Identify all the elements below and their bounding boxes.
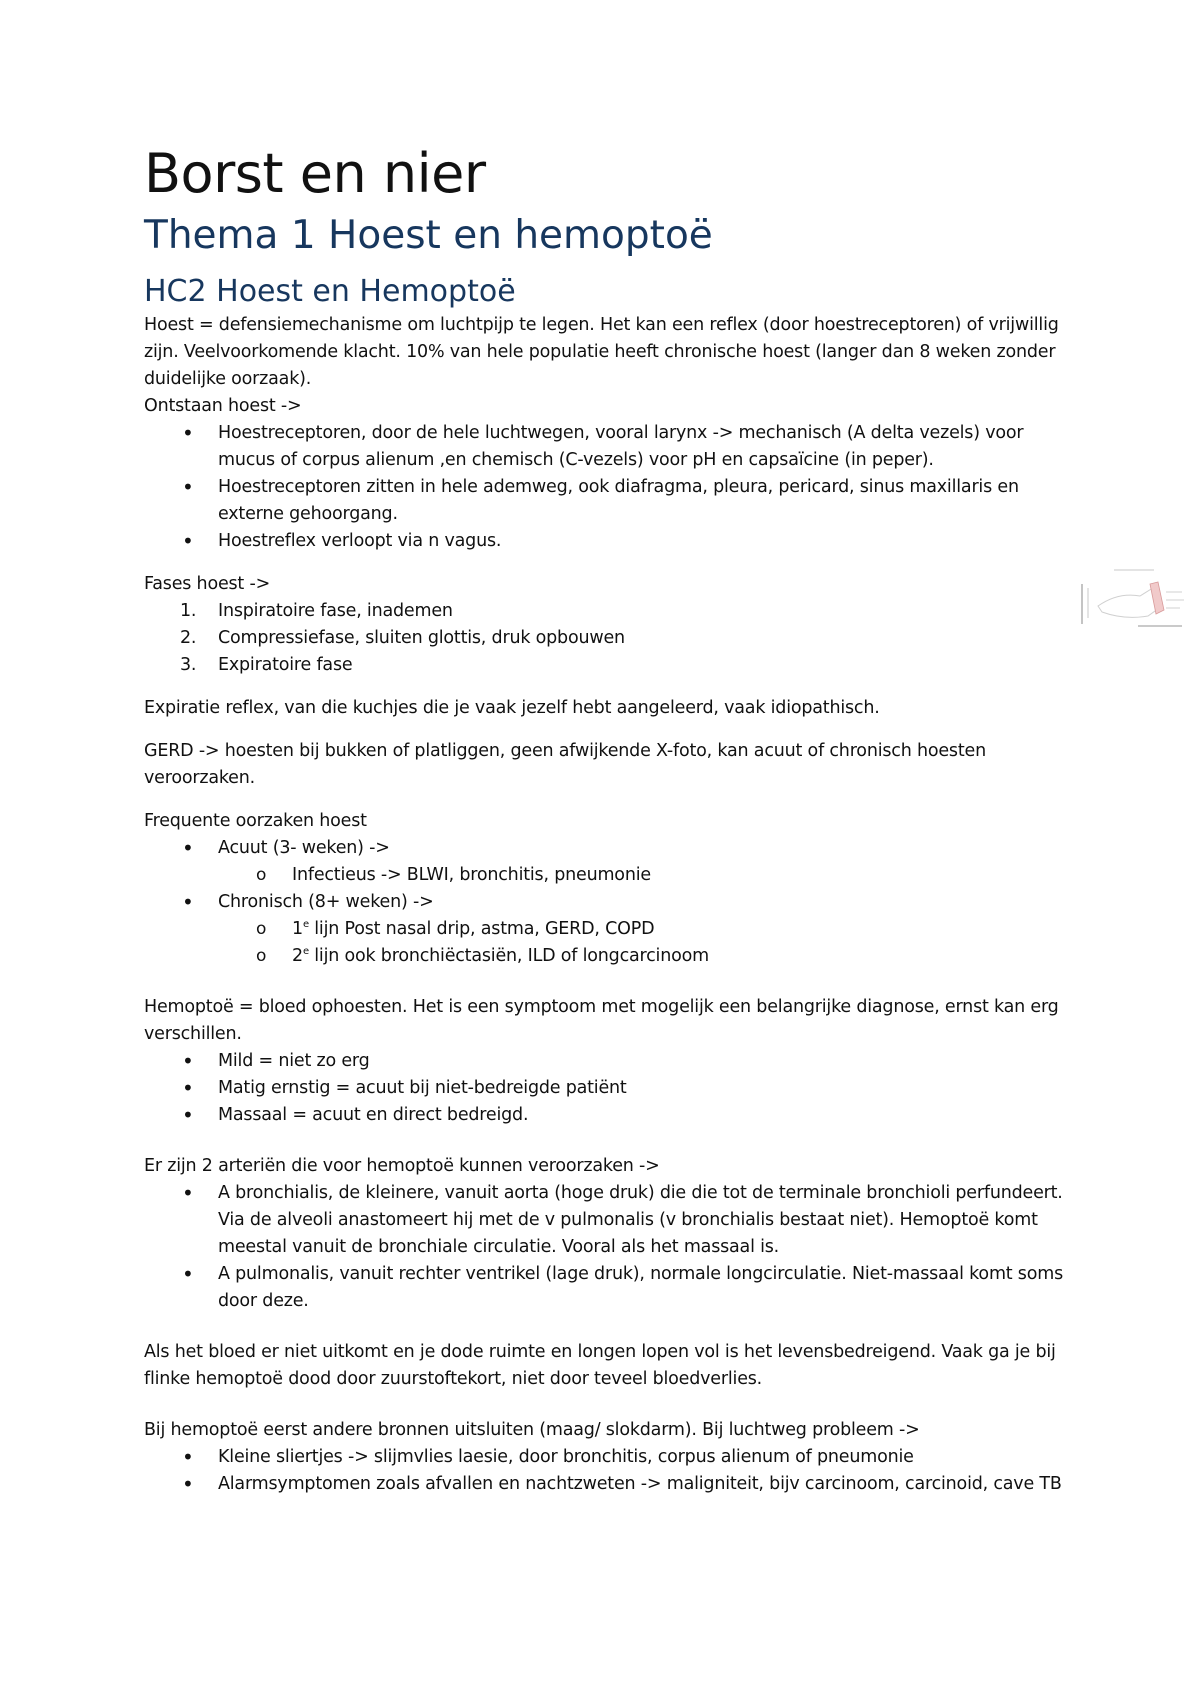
bullet-icon: [182, 528, 212, 557]
section-heading: HC2 Hoest en Hemoptoë: [144, 274, 516, 309]
bronnen-label: Bij hemoptoë eerst andere bronnen uitsluiten (maag/ slokdarm). Bij luchtweg probleem ->: [144, 1420, 920, 1440]
ontstaan-label: Ontstaan hoest ->: [144, 396, 302, 416]
list-item: • Kleine sliertjes -> slijmvlies laesie, door bronchitis, corpus alienum of pneumonie: [144, 1444, 1064, 1471]
list-item: • Mild = niet zo erg: [144, 1048, 1064, 1075]
arterien-label: Er zijn 2 arteriën die voor hemoptoë kunnen veroorzaken ->: [144, 1156, 660, 1176]
list-item: • Matig ernstig = acuut bij niet-bedreigde patiënt: [144, 1075, 1064, 1102]
fases-label: Fases hoest ->: [144, 574, 271, 594]
list-item: • Hoestreflex verloopt via n vagus.: [144, 528, 1064, 555]
list-item: • Alarmsymptomen zoals afvallen en nachtzweten -> maligniteit, bijv carcinoom, carcinoid, cave TB: [144, 1471, 1064, 1498]
bullet-icon: [182, 474, 212, 503]
frequente-label: Frequente oorzaken hoest: [144, 811, 367, 831]
bullet-icon: [182, 1048, 212, 1077]
list-item: • A bronchialis, de kleinere, vanuit aorta (hoge druk) die die tot de terminale bronchioli perfundeert. Via de alveoli anastomeert hij met de v pulmonalis (v bronchialis bestaat niet). Hemoptoë komt meestal vanuit de bronchiale circulatie. Vooral als het massaal is.: [144, 1180, 1064, 1261]
gerd-paragraph: GERD -> hoesten bij bukken of platliggen, geen afwijkende X-foto, kan acuut of chronisch hoesten veroorzaken.: [144, 741, 986, 788]
list-item: o 1e lijn Post nasal drip, astma, GERD, COPD: [256, 919, 655, 939]
thema-heading: Thema 1 Hoest en hemoptoë: [144, 213, 713, 258]
expiratie-paragraph: Expiratie reflex, van die kuchjes die je vaak jezelf hebt aangeleerd, vaak idiopathisch.: [144, 698, 880, 718]
bullet-icon: [182, 1075, 212, 1104]
hemoptoe-list: [144, 1048, 1064, 1129]
list-item: • Hoestreceptoren zitten in hele ademweg, ook diafragma, pleura, pericard, sinus maxillaris en externe gehoorgang.: [144, 474, 1064, 528]
list-item: 3. Expiratoire fase: [180, 655, 353, 675]
bullet-icon: [182, 1102, 212, 1131]
document-content: [144, 140, 1064, 1498]
list-item: o 2e lijn ook bronchiëctasiën, ILD of longcarcinoom: [256, 946, 709, 966]
chronisch-sublist: [144, 916, 1064, 970]
bullet-icon: [182, 1180, 212, 1209]
levensbedreigend-paragraph: Als het bloed er niet uitkomt en je dode ruimte en longen lopen vol is het levensbedreigend. Vaak ga je bij flinke hemoptoë dood door zuurstoftekort, niet door teveel bloedverlies.: [144, 1342, 1056, 1389]
bronnen-list: [144, 1444, 1064, 1498]
list-item: o Infectieus -> BLWI, bronchitis, pneumonie: [256, 865, 651, 885]
bullet-icon: [182, 889, 212, 918]
bullet-icon: [182, 420, 212, 449]
ontstaan-list: [144, 420, 1064, 555]
list-item: • Hoestreceptoren, door de hele luchtwegen, vooral larynx -> mechanisch (A delta vezels) voor mucus of corpus alienum ,en chemisch (C-vezels) voor pH en capsaïcine (in peper).: [144, 420, 1064, 474]
anatomy-thumbnail-image: [1078, 566, 1186, 630]
bullet-icon: [182, 1261, 212, 1290]
chronisch-list: [144, 889, 1064, 916]
list-item: 2. Compressiefase, sluiten glottis, druk opbouwen: [180, 628, 625, 648]
list-item: 1. Inspiratoire fase, inademen: [180, 601, 453, 621]
bullet-icon: [182, 1444, 212, 1473]
frequente-list: [144, 835, 1064, 862]
acuut-sublist: [144, 862, 1064, 889]
list-item: • A pulmonalis, vanuit rechter ventrikel (lage druk), normale longcirculatie. Niet-massaal komt soms door deze.: [144, 1261, 1064, 1315]
bullet-icon: [182, 835, 212, 864]
list-item: • Massaal = acuut en direct bedreigd.: [144, 1102, 1064, 1129]
arterien-list: [144, 1180, 1064, 1315]
list-item: • Chronisch (8+ weken) ->: [144, 889, 1064, 916]
fases-list: [144, 598, 1064, 679]
hemoptoe-paragraph: Hemoptoë = bloed ophoesten. Het is een symptoom met mogelijk een belangrijke diagnose, ernst kan erg verschillen.: [144, 997, 1059, 1044]
document-title: Borst en nier: [144, 142, 486, 205]
list-item: • Acuut (3- weken) ->: [144, 835, 1064, 862]
intro-paragraph: Hoest = defensiemechanisme om luchtpijp te legen. Het kan een reflex (door hoestreceptoren) of vrijwillig zijn. Veelvoorkomende klacht. 10% van hele populatie heeft chronische hoest (langer dan 8 weken zonder duidelijke oorzaak).: [144, 315, 1059, 389]
bullet-icon: [182, 1471, 212, 1500]
